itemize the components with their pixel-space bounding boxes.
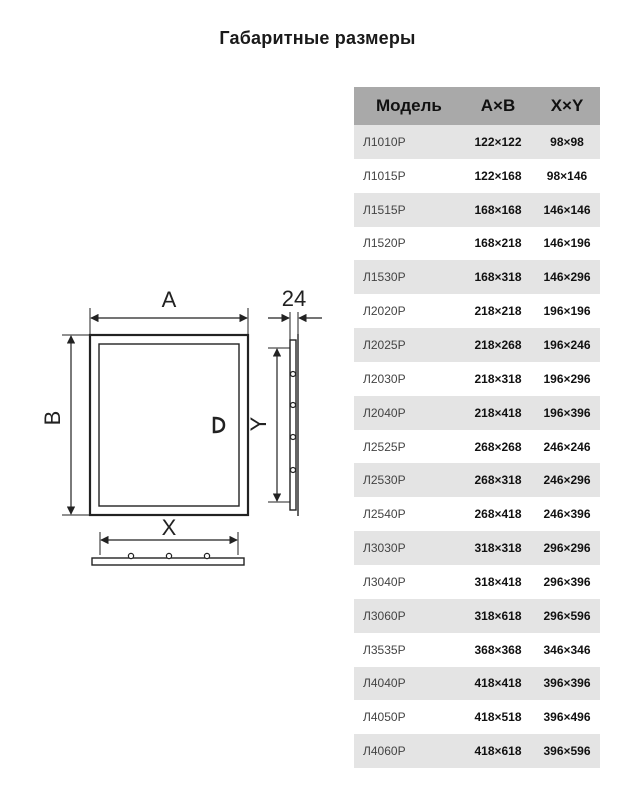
cell-ab: 318×318 [474,541,522,556]
cell-model: Л1520Р [363,236,406,251]
cell-xy: 146×196 [543,236,591,251]
cell-ab: 122×168 [474,168,522,183]
cell-ab: 318×618 [474,608,522,623]
header-ab: A×B [480,96,516,115]
cell-xy: 98×98 [550,134,584,149]
cell-xy: 396×396 [543,676,591,691]
cell-xy: 146×296 [543,270,591,285]
dimension-b [40,335,90,515]
cell-model: Л3535Р [363,642,406,657]
cell-ab: 318×418 [474,574,522,589]
cell-model: Л1010Р [363,134,406,149]
table-row [354,734,600,768]
cell-ab: 168×218 [474,236,522,251]
table-row [354,328,600,362]
cell-ab: 218×218 [474,304,522,319]
cell-xy: 196×296 [543,371,591,386]
cell-model: Л1015Р [363,168,406,183]
cell-xy: 246×296 [543,473,591,488]
table-header [354,87,600,125]
cell-model: Л2030Р [363,371,406,386]
label-x: X [161,515,177,540]
cell-xy: 196×246 [543,337,591,352]
cell-xy: 396×496 [543,710,591,725]
cell-model: Л4060Р [363,744,406,759]
table-body [354,125,600,768]
label-y: Y [246,416,271,432]
cell-model: Л2020Р [363,304,406,319]
sizes-table [354,87,600,768]
dimension-drawing [0,0,354,600]
table-row [354,159,600,193]
cell-ab: 418×618 [474,744,522,759]
header-xy: X×Y [550,96,584,115]
cell-xy: 246×396 [543,507,591,522]
cell-model: Л2530Р [363,473,406,488]
cell-xy: 296×296 [543,541,591,556]
table-row [354,294,600,328]
cell-ab: 268×268 [474,439,522,454]
cell-ab: 218×268 [474,337,522,352]
table-row [354,599,600,633]
cell-xy: 246×246 [543,439,591,454]
cell-model: Л2025Р [363,337,406,352]
cell-ab: 122×122 [474,134,522,149]
cell-model: Л3040Р [363,574,406,589]
cell-xy: 296×396 [543,574,591,589]
table-row [354,565,600,599]
cell-ab: 368×368 [474,642,522,657]
cell-ab: 268×318 [474,473,522,488]
header-model: Модель [376,96,442,115]
cell-xy: 296×596 [543,608,591,623]
table-row [354,193,600,227]
table-row [354,667,600,701]
cell-xy: 196×196 [543,304,591,319]
cell-ab: 168×168 [474,202,522,217]
label-b: B [40,410,65,426]
label-a: A [161,287,177,312]
page-title: Габаритные размеры [219,28,416,48]
lock-icon [214,418,224,432]
table-row [354,497,600,531]
cell-ab: 268×418 [474,507,522,522]
table-row [354,227,600,261]
hatch-bottom-view [92,515,244,565]
cell-model: Л4040Р [363,676,406,691]
label-depth: 24 [281,286,307,311]
cell-model: Л1530Р [363,270,406,285]
cell-model: Л2040Р [363,405,406,420]
table-row [354,430,600,464]
table-row [354,531,600,565]
cell-model: Л4050Р [363,710,406,725]
table-row [354,362,600,396]
cell-xy: 346×346 [543,642,591,657]
dimension-a [90,287,248,335]
hatch-side-view [246,286,322,516]
table-row [354,260,600,294]
cell-ab: 168×318 [474,270,522,285]
cell-xy: 396×596 [543,744,591,759]
hatch-front-view [90,335,248,515]
cell-xy: 196×396 [543,405,591,420]
cell-model: Л3030Р [363,541,406,556]
cell-model: Л2540Р [363,507,406,522]
table-row [354,125,600,159]
cell-ab: 218×418 [474,405,522,420]
table-row [354,396,600,430]
cell-ab: 418×518 [474,710,522,725]
table-row [354,463,600,497]
cell-model: Л3060Р [363,608,406,623]
cell-ab: 218×318 [474,371,522,386]
table-row [354,633,600,667]
table-row [354,700,600,734]
cell-model: Л1515Р [363,202,406,217]
cell-xy: 98×146 [546,168,588,183]
cell-ab: 418×418 [474,676,522,691]
cell-model: Л2525Р [363,439,406,454]
cell-xy: 146×146 [543,202,591,217]
